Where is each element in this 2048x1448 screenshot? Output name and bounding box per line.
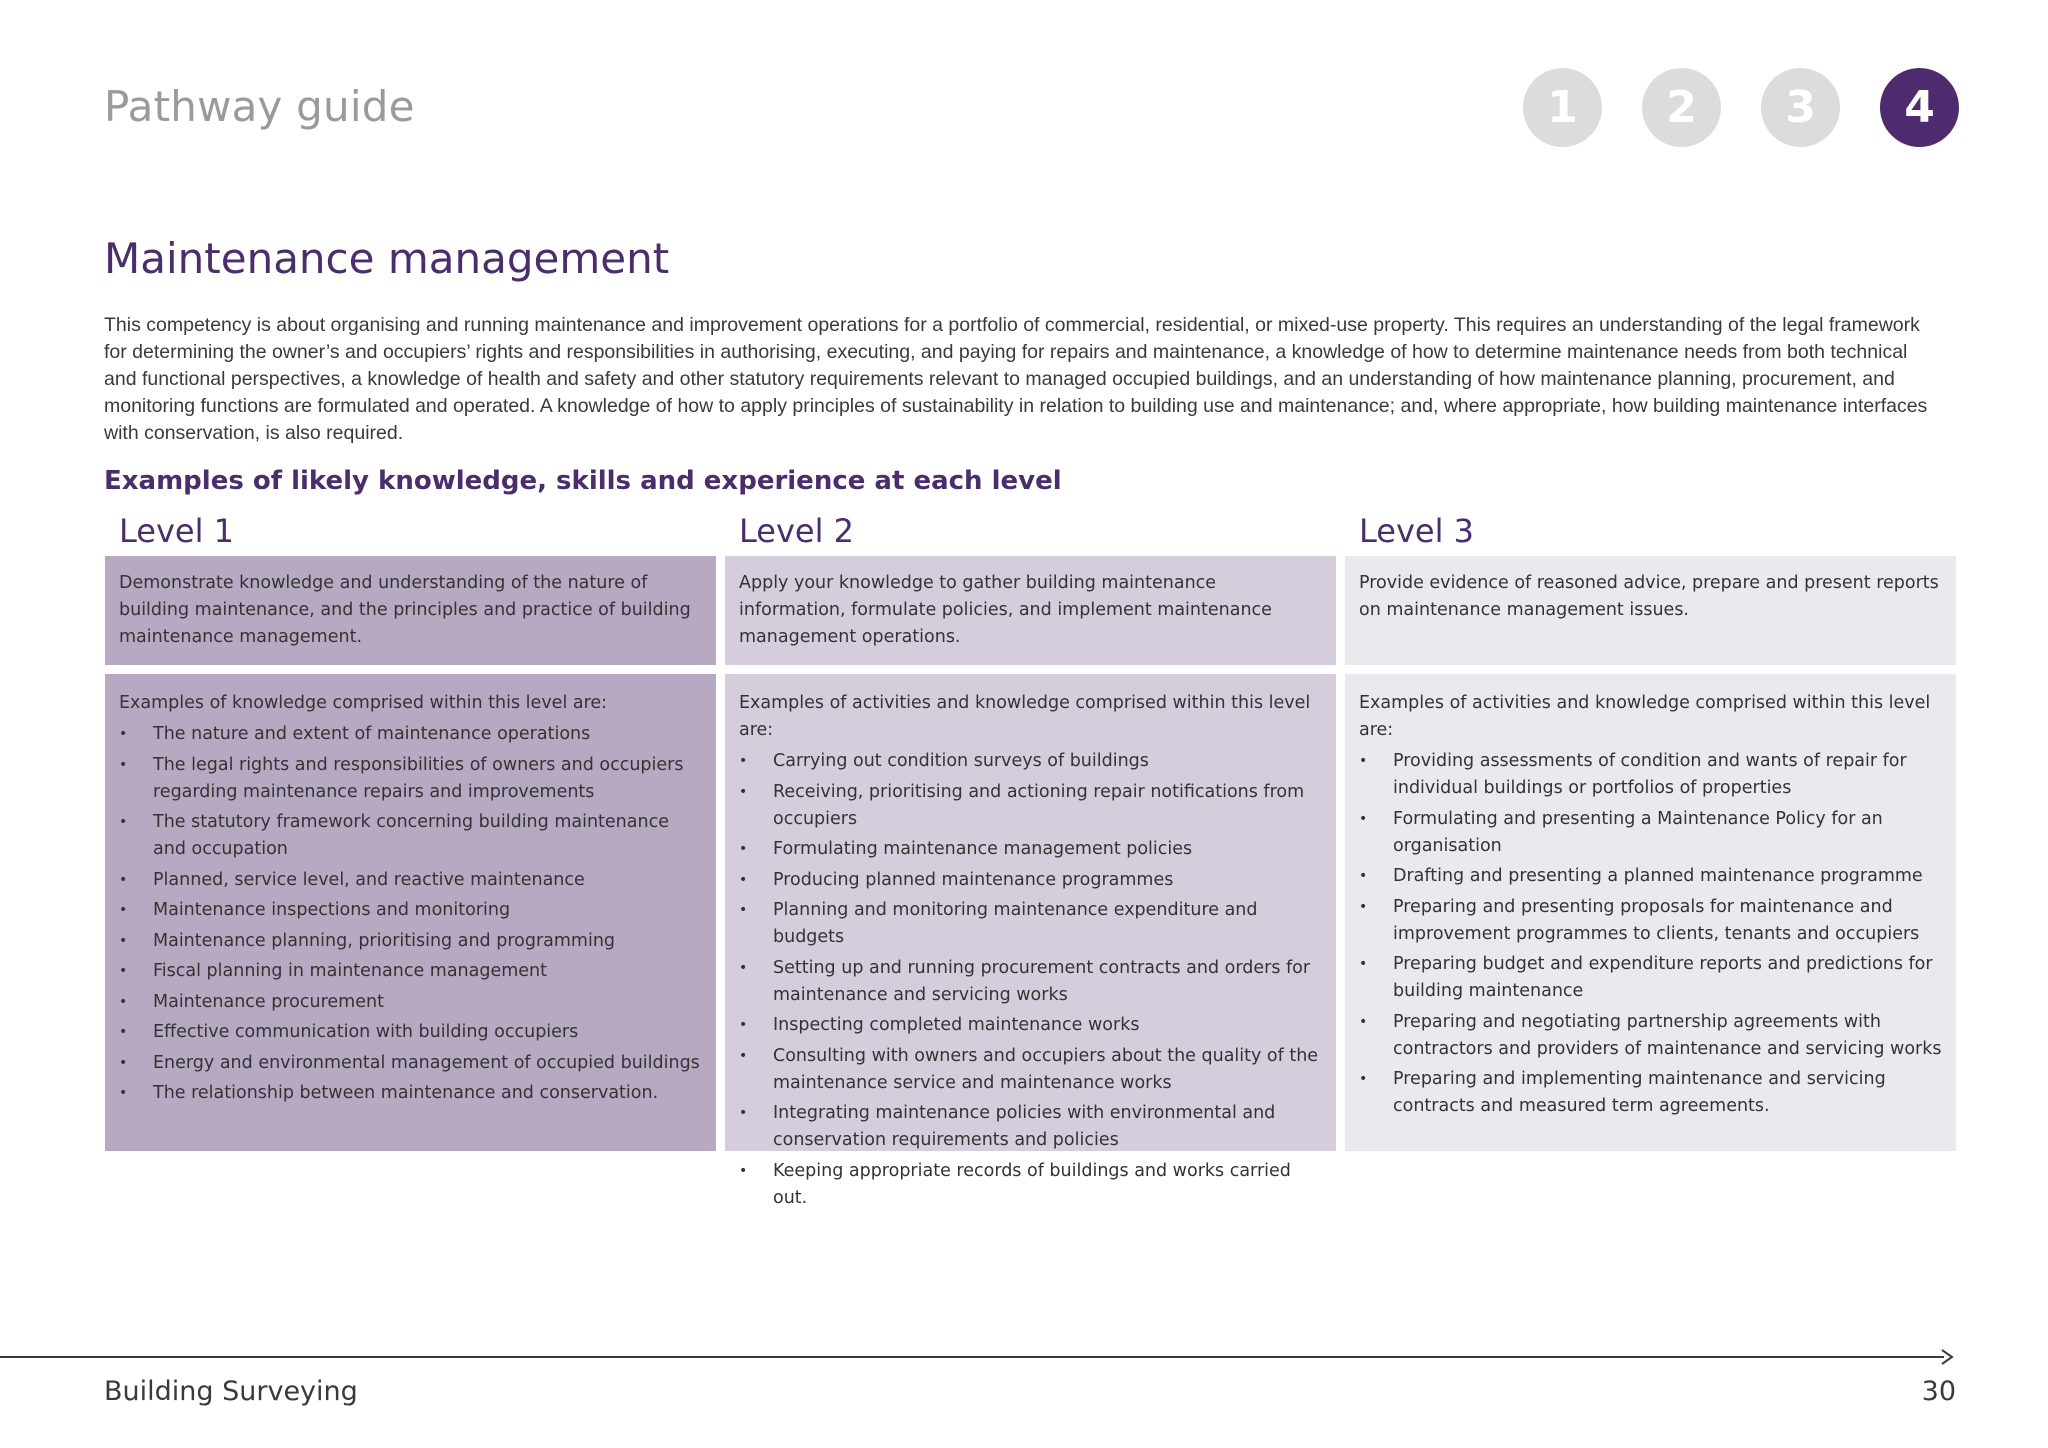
list-item: • Effective communication with building occupiers — [119, 1019, 702, 1046]
list-item: • Preparing budget and expenditure reports and predictions for building maintenance — [1359, 951, 1942, 1005]
level-1-detail — [105, 674, 716, 1151]
list-item: • Setting up and running procurement contracts and orders for maintenance and servicing works — [739, 955, 1322, 1009]
level-1-summary: Demonstrate knowledge and understanding of the nature of building maintenance, and the principles and practice of building maintenance management. — [105, 556, 716, 665]
list-item: • Providing assessments of condition and wants of repair for individual buildings or portfolios of properties — [1359, 748, 1942, 802]
competency-description: This competency is about organising and running maintenance and improvement operations for a portfolio of commercial, residential, or mixed-use property. This requires an understanding of the legal framework for determining the owner’s and occupiers’ rights and responsibilities in authorising, executing, and paying for repairs and maintenance, a knowledge of how to determine maintenance needs from both technical and functional perspectives, a knowledge of health and safety and other statutory requirements relevant to managed occupied buildings, and an understanding of how maintenance planning, procurement, and monitoring functions are formulated and operated. A knowledge of how to apply principles of sustainability in relation to building use and maintenance; and, where appropriate, how building maintenance interfaces with conservation, is also required. — [104, 314, 1928, 444]
level-1-title: Level 1 — [119, 512, 234, 550]
level-3-list — [1359, 748, 1942, 1120]
level-2-detail-intro: Examples of activities and knowledge comprised within this level are: — [739, 693, 1311, 740]
list-item: • Formulating and presenting a Maintenance Policy for an organisation — [1359, 806, 1942, 860]
list-item: • Preparing and implementing maintenance and servicing contracts and measured term agreements. — [1359, 1066, 1942, 1120]
list-item: • Preparing and negotiating partnership agreements with contractors and providers of maintenance and servicing works — [1359, 1009, 1942, 1063]
list-item: • Integrating maintenance policies with environmental and conservation requirements and policies — [739, 1100, 1322, 1154]
step-4-button[interactable]: 4 — [1880, 68, 1959, 147]
level-3-title: Level 3 — [1359, 512, 1474, 550]
list-item: • Maintenance planning, prioritising and programming — [119, 928, 702, 955]
step-3-button[interactable]: 3 — [1761, 68, 1840, 147]
list-item: • Receiving, prioritising and actioning repair notifications from occupiers — [739, 779, 1322, 833]
list-item: • The statutory framework concerning building maintenance and occupation — [119, 809, 702, 863]
list-item: • Planning and monitoring maintenance expenditure and budgets — [739, 897, 1322, 951]
list-item: • The legal rights and responsibilities of owners and occupiers regarding maintenance repairs and improvements — [119, 752, 702, 806]
list-item: • Producing planned maintenance programmes — [739, 867, 1322, 894]
examples-heading: Examples of likely knowledge, skills and experience at each level — [104, 466, 1062, 496]
section-title: Maintenance management — [104, 234, 670, 283]
level-2-detail — [725, 674, 1336, 1208]
list-item: • Planned, service level, and reactive maintenance — [119, 867, 702, 894]
arrow-right-icon[interactable] — [1938, 1348, 1956, 1366]
page-number: 30 — [1921, 1376, 1956, 1407]
list-item: • Fiscal planning in maintenance management — [119, 958, 702, 985]
list-item: • Carrying out condition surveys of buildings — [739, 748, 1322, 775]
level-2-title: Level 2 — [739, 512, 854, 550]
list-item: • Keeping appropriate records of buildings and works carried out. — [739, 1158, 1322, 1212]
step-2-button[interactable]: 2 — [1642, 68, 1721, 147]
level-1-detail-intro: Examples of knowledge comprised within this level are: — [119, 693, 608, 713]
page-header-title: Pathway guide — [104, 82, 415, 131]
level-2-list — [739, 748, 1322, 1212]
level-3-summary: Provide evidence of reasoned advice, prepare and present reports on maintenance management issues. — [1345, 556, 1956, 665]
list-item: • Consulting with owners and occupiers about the quality of the maintenance service and maintenance works — [739, 1043, 1322, 1097]
footer-divider — [0, 1356, 1944, 1358]
list-item: • Drafting and presenting a planned maintenance programme — [1359, 863, 1942, 890]
level-3-detail — [1345, 674, 1956, 1151]
list-item: • Maintenance inspections and monitoring — [119, 897, 702, 924]
footer-title: Building Surveying — [104, 1376, 358, 1407]
list-item: • Inspecting completed maintenance works — [739, 1012, 1322, 1039]
step-1-button[interactable]: 1 — [1523, 68, 1602, 147]
list-item: • Maintenance procurement — [119, 989, 702, 1016]
level-3-detail-intro: Examples of activities and knowledge comprised within this level are: — [1359, 693, 1931, 740]
list-item: • Formulating maintenance management policies — [739, 836, 1322, 863]
list-item: • Preparing and presenting proposals for maintenance and improvement programmes to clients, tenants and occupiers — [1359, 894, 1942, 948]
list-item: • Energy and environmental management of occupied buildings — [119, 1050, 702, 1077]
level-2-summary: Apply your knowledge to gather building maintenance information, formulate policies, and implement maintenance management operations. — [725, 556, 1336, 665]
list-item: • The relationship between maintenance and conservation. — [119, 1080, 702, 1107]
step-navigation — [1523, 68, 1959, 147]
list-item: • The nature and extent of maintenance operations — [119, 721, 702, 748]
level-1-list — [119, 721, 702, 1107]
